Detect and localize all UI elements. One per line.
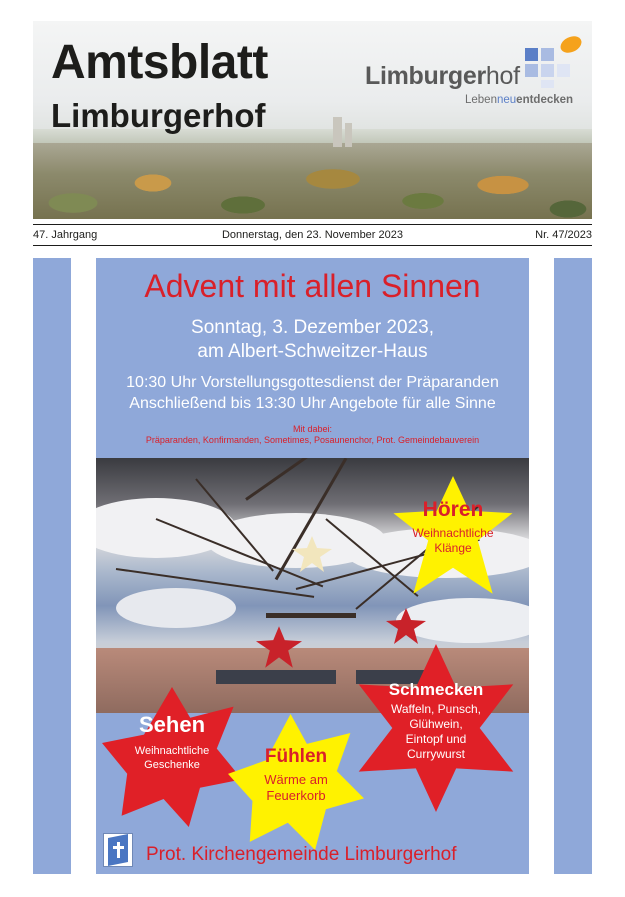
poster-date [96,316,529,364]
star-title: Sehen [138,712,206,737]
star-hoeren [386,476,520,600]
town-tower [333,117,342,147]
logo-squares-icon [525,48,571,90]
star-line: Waffeln, Punsch, [390,702,482,716]
town-tower [345,123,352,147]
star-line: Weihnachtliche [412,526,494,540]
star-title: Fühlen [264,746,328,767]
star-sehen [102,686,242,828]
star-line: Feuerkorb [266,788,326,803]
masthead-subtitle: Limburgerhof [51,97,266,134]
poster-date-line: Sonntag, 3. Dezember 2023, [191,317,434,338]
volume-label: 47. Jahrgang [33,229,98,241]
star-hoeren-text [386,498,520,556]
participants [96,424,529,446]
masthead-town-photo [33,143,592,219]
star-fuehlen [226,714,366,850]
paper-star-icon [292,536,332,572]
participants-list: Präparanden, Konfirmanden, Sometimes, Posaunenchor, Prot. Gemeindebauverein [145,435,480,445]
star-line: Eintopf und [405,732,467,746]
left-frame-bar [33,258,71,874]
poster-footer: Prot. Kirchengemeinde Limburgerhof [146,844,457,865]
schedule-line: 10:30 Uhr Vorstellungsgottesdienst der Präparanden [126,374,499,391]
poster-location-line: am Albert-Schweitzer-Haus [197,341,428,362]
logo-wordmark: Limburgerhof [365,62,520,90]
star-line: Currywurst [406,747,465,761]
issue-number: Nr. 47/2023 [535,229,592,241]
masthead [33,21,592,219]
star-line: Wärme am [264,772,328,787]
church-cross-icon [103,833,133,867]
star-title: Schmecken [388,680,484,699]
star-schmecken [346,644,526,812]
issue-date: Donnerstag, den 23. November 2023 [221,229,403,241]
masthead-title: Amtsblatt [51,36,268,89]
star-schmecken-text [346,680,526,762]
solar-panel [216,670,336,684]
right-frame-bar [554,258,592,874]
participants-heading: Mit dabei: [292,424,333,434]
poster-title: Advent mit allen Sinnen [144,268,481,304]
star-sehen-text [102,712,242,772]
divider-top [33,224,592,225]
star-line: Glühwein, [409,717,463,731]
poster-schedule [96,372,529,414]
logo-tagline: Lebenneuentdecken [465,94,574,106]
schedule-line: Anschließend bis 13:30 Uhr Angebote für alle Sinne [129,395,496,412]
divider-bottom [33,245,592,246]
star-line: Weihnachtliche [134,745,210,757]
star-line: Klänge [434,541,472,555]
advent-poster [96,258,529,874]
star-fuehlen-text [226,746,366,804]
paper-star-icon [256,626,302,668]
paper-star-icon [386,608,426,644]
star-line: Geschenke [144,759,200,771]
star-title: Hören [422,498,484,521]
